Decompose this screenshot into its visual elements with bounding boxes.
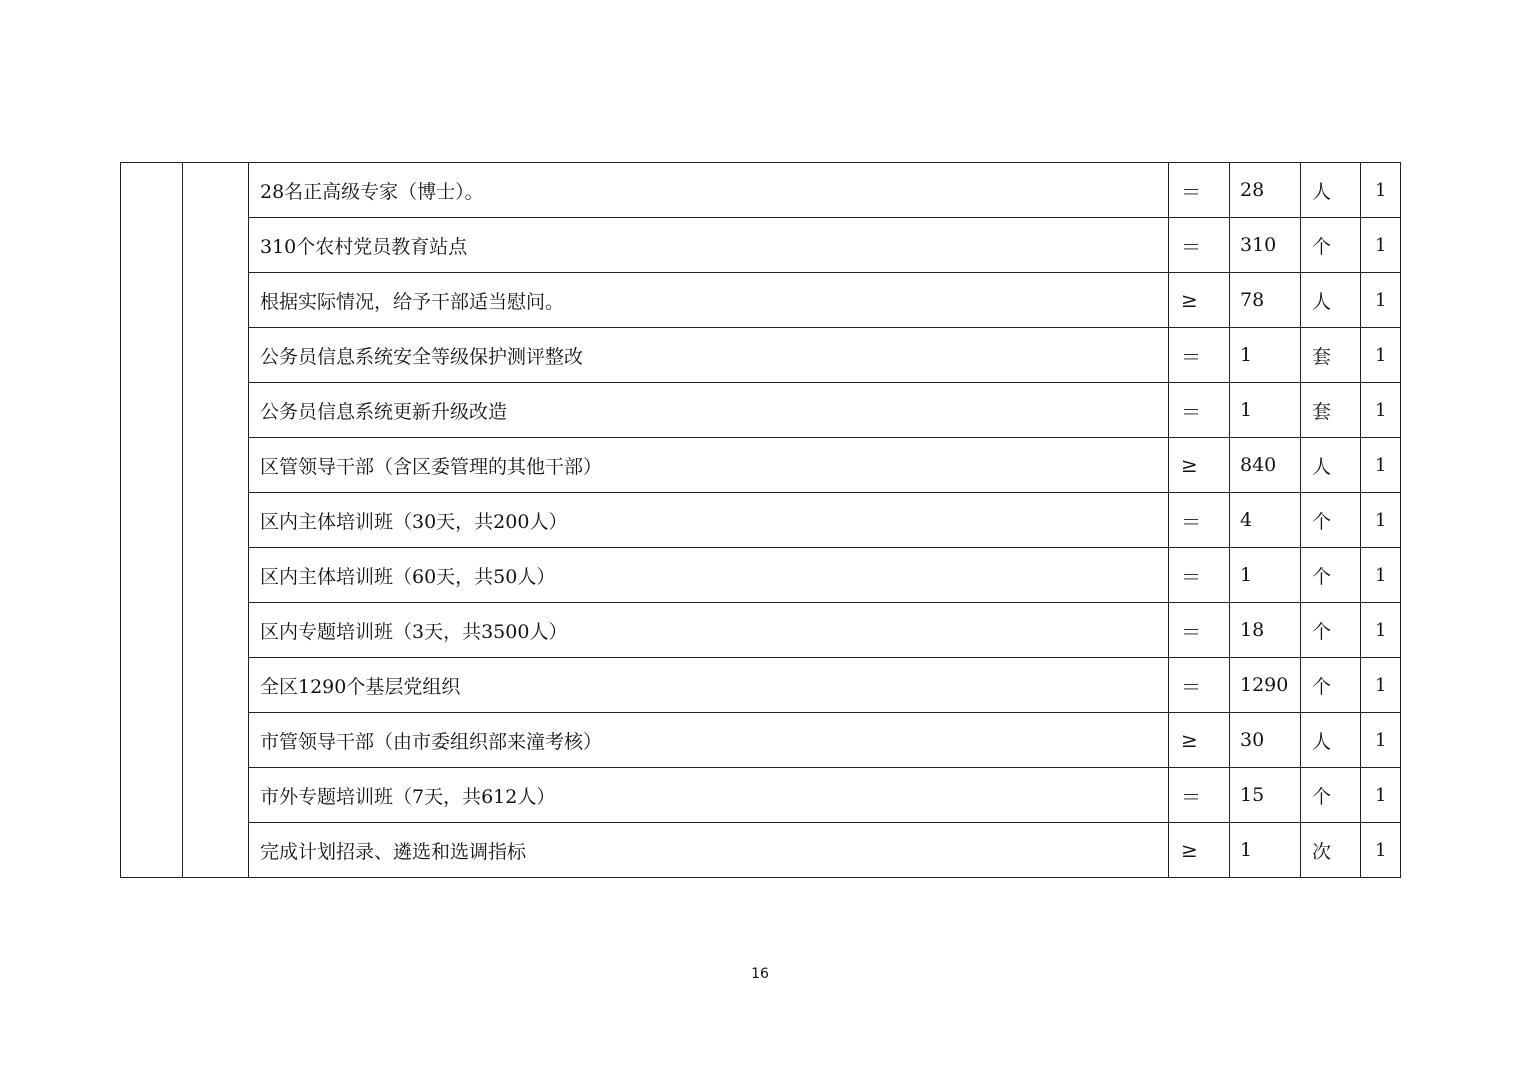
unit: 个 xyxy=(1301,603,1361,658)
comparison-operator: ＝ xyxy=(1169,768,1230,823)
target-value: 28 xyxy=(1230,163,1301,218)
target-value: 310 xyxy=(1230,218,1301,273)
indicator-description: 市管领导干部（由市委组织部来潼考核） xyxy=(249,713,1169,768)
unit: 人 xyxy=(1301,163,1361,218)
target-value: 1 xyxy=(1230,383,1301,438)
weight: 1 xyxy=(1361,713,1401,768)
weight: 1 xyxy=(1361,218,1401,273)
indicator-description: 根据实际情况，给予干部适当慰问。 xyxy=(249,273,1169,328)
indicator-description: 市外专题培训班（7天，共612人） xyxy=(249,768,1169,823)
unit: 套 xyxy=(1301,383,1361,438)
target-value: 78 xyxy=(1230,273,1301,328)
indicator-description: 28名正高级专家（博士）。 xyxy=(249,163,1169,218)
category-cell-level2 xyxy=(183,163,249,878)
weight: 1 xyxy=(1361,823,1401,878)
unit: 个 xyxy=(1301,493,1361,548)
comparison-operator: ＝ xyxy=(1169,383,1230,438)
weight: 1 xyxy=(1361,493,1401,548)
indicator-description: 区内主体培训班（60天，共50人） xyxy=(249,548,1169,603)
comparison-operator: ＝ xyxy=(1169,493,1230,548)
weight: 1 xyxy=(1361,603,1401,658)
target-value: 840 xyxy=(1230,438,1301,493)
indicator-description: 310个农村党员教育站点 xyxy=(249,218,1169,273)
category-cell-level1 xyxy=(121,163,183,878)
weight: 1 xyxy=(1361,438,1401,493)
indicator-description: 全区1290个基层党组织 xyxy=(249,658,1169,713)
table-row xyxy=(121,383,1401,438)
weight: 1 xyxy=(1361,658,1401,713)
weight: 1 xyxy=(1361,768,1401,823)
table-row xyxy=(121,218,1401,273)
table-row xyxy=(121,768,1401,823)
comparison-operator: ＝ xyxy=(1169,328,1230,383)
table-body xyxy=(121,163,1401,878)
comparison-operator: ＝ xyxy=(1169,603,1230,658)
indicator-description: 完成计划招录、遴选和选调指标 xyxy=(249,823,1169,878)
comparison-operator: ≥ xyxy=(1169,438,1230,493)
unit: 个 xyxy=(1301,768,1361,823)
comparison-operator: ≥ xyxy=(1169,823,1230,878)
unit: 个 xyxy=(1301,658,1361,713)
indicator-description: 区管领导干部（含区委管理的其他干部） xyxy=(249,438,1169,493)
weight: 1 xyxy=(1361,328,1401,383)
table-row xyxy=(121,273,1401,328)
target-value: 1 xyxy=(1230,328,1301,383)
table-row xyxy=(121,328,1401,383)
unit: 人 xyxy=(1301,713,1361,768)
unit: 人 xyxy=(1301,273,1361,328)
target-value: 1290 xyxy=(1230,658,1301,713)
indicator-description: 公务员信息系统更新升级改造 xyxy=(249,383,1169,438)
table-row xyxy=(121,548,1401,603)
comparison-operator: ＝ xyxy=(1169,163,1230,218)
page-number: 16 xyxy=(751,966,769,982)
unit: 个 xyxy=(1301,218,1361,273)
target-value: 1 xyxy=(1230,548,1301,603)
comparison-operator: ≥ xyxy=(1169,273,1230,328)
comparison-operator: ≥ xyxy=(1169,713,1230,768)
table-row xyxy=(121,713,1401,768)
target-value: 15 xyxy=(1230,768,1301,823)
indicator-table xyxy=(120,162,1401,878)
weight: 1 xyxy=(1361,548,1401,603)
target-value: 18 xyxy=(1230,603,1301,658)
comparison-operator: ＝ xyxy=(1169,548,1230,603)
indicator-description: 区内主体培训班（30天，共200人） xyxy=(249,493,1169,548)
unit: 套 xyxy=(1301,328,1361,383)
target-value: 4 xyxy=(1230,493,1301,548)
table-row xyxy=(121,823,1401,878)
table-row xyxy=(121,658,1401,713)
indicator-description: 区内专题培训班（3天，共3500人） xyxy=(249,603,1169,658)
indicator-description: 公务员信息系统安全等级保护测评整改 xyxy=(249,328,1169,383)
table-row xyxy=(121,438,1401,493)
comparison-operator: ＝ xyxy=(1169,658,1230,713)
table-row xyxy=(121,163,1401,218)
target-value: 1 xyxy=(1230,823,1301,878)
target-value: 30 xyxy=(1230,713,1301,768)
comparison-operator: ＝ xyxy=(1169,218,1230,273)
unit: 次 xyxy=(1301,823,1361,878)
unit: 个 xyxy=(1301,548,1361,603)
weight: 1 xyxy=(1361,383,1401,438)
weight: 1 xyxy=(1361,163,1401,218)
table-row xyxy=(121,493,1401,548)
table-row xyxy=(121,603,1401,658)
weight: 1 xyxy=(1361,273,1401,328)
unit: 人 xyxy=(1301,438,1361,493)
